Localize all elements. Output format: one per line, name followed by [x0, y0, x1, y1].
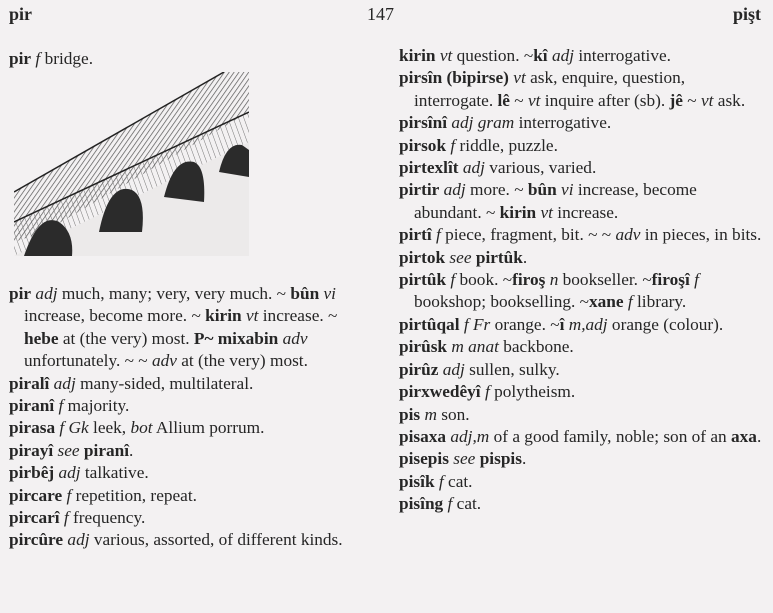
grammar-label: adj	[551, 46, 575, 65]
headword: P~ mixabin	[193, 328, 279, 348]
dictionary-entry	[399, 471, 765, 493]
headword: pisaxa	[399, 426, 447, 446]
dictionary-entry	[9, 485, 376, 507]
headword: pirsok	[399, 135, 447, 155]
entry-text: of a good family, noble; son of an	[489, 426, 732, 446]
dictionary-entry	[399, 336, 765, 358]
entry-text: ~	[682, 90, 701, 110]
entry-text: various, assorted, of different kinds.	[89, 530, 343, 550]
dictionary-entry	[399, 269, 765, 314]
grammar-label: vi	[323, 284, 336, 303]
dictionary-entry	[399, 314, 765, 336]
grammar-label: adj,m	[450, 426, 490, 446]
headword: pirsînî	[399, 113, 448, 133]
headword: pircûre	[9, 530, 64, 550]
grammar-label: adj	[35, 284, 58, 303]
headword: pirtûk	[399, 270, 447, 290]
grammar-label: vi	[561, 180, 574, 200]
entry-text: library.	[632, 292, 687, 312]
grammar-label: f	[627, 292, 633, 312]
headword: hebe	[24, 328, 59, 348]
headword: pirayî	[9, 440, 54, 460]
grammar-label: adj	[58, 463, 81, 483]
dictionary-entry	[399, 247, 765, 269]
grammar-label: vt	[540, 202, 553, 222]
entry-text: increase. ~	[258, 306, 338, 326]
entry-text: .	[521, 449, 527, 469]
bridge-illustration	[14, 72, 249, 256]
headword: piranî	[9, 396, 55, 416]
headword: bûn	[290, 284, 320, 303]
dictionary-entry	[399, 493, 765, 515]
grammar-label: f	[58, 396, 64, 416]
entry-text: riddle, puzzle.	[455, 135, 558, 155]
right-column	[399, 45, 765, 516]
headword: pirxwedêyî	[399, 382, 481, 402]
headword: pirûsk	[399, 337, 448, 357]
entry-text: cat.	[443, 471, 473, 491]
grammar-label: see	[453, 449, 476, 469]
entry-text: .	[756, 426, 762, 446]
grammar-label: n	[549, 270, 559, 290]
headword: pirtî	[399, 225, 432, 245]
dictionary-entry	[9, 395, 376, 417]
headword: piralî	[9, 373, 50, 393]
entry-text: more. ~	[465, 180, 528, 200]
headword: piranî	[83, 440, 130, 460]
headword: kirin	[499, 202, 537, 222]
headword: pisepis	[399, 449, 449, 469]
entry-text: interrogative.	[514, 113, 612, 133]
dictionary-entry	[399, 135, 765, 157]
entry-text: leek,	[88, 418, 131, 438]
grammar-label: vt	[527, 90, 541, 110]
dictionary-entry	[399, 381, 765, 403]
grammar-label: adj	[443, 180, 466, 200]
entry-text: .	[522, 247, 528, 267]
grammar-label: adj	[442, 359, 465, 379]
entry-text: orange. ~	[490, 314, 560, 334]
grammar-label: adv	[282, 328, 308, 348]
dictionary-entry	[399, 404, 765, 426]
headword: pir	[9, 284, 32, 303]
grammar-label: adj	[53, 373, 76, 393]
headword: pirtûqal	[399, 314, 460, 334]
dictionary-entry	[9, 462, 376, 484]
grammar-label: vt	[700, 90, 714, 110]
entry-text: frequency.	[68, 508, 146, 528]
entry-text: question. ~	[452, 46, 534, 65]
entry-text: ask.	[713, 90, 746, 110]
entry-text: many-sided, multilateral.	[75, 373, 254, 393]
grammar-label: vt	[439, 46, 453, 65]
headword: pirtexlît	[399, 158, 459, 178]
entry-text: unfortunately. ~ ~	[24, 351, 152, 371]
grammar-label: m	[424, 404, 437, 424]
entry-text: interrogative.	[574, 46, 671, 65]
running-head-left: pir	[9, 4, 33, 24]
grammar-label: adj	[67, 530, 90, 550]
top-entry	[9, 48, 376, 70]
dictionary-entry	[9, 283, 376, 373]
dictionary-entry	[399, 179, 765, 224]
dictionary-entry	[399, 157, 765, 179]
dictionary-entry	[9, 440, 376, 462]
grammar-label: adj gram	[451, 113, 515, 133]
dictionary-entry	[9, 373, 376, 395]
headword: pispis	[479, 449, 522, 469]
headword: lê	[497, 90, 510, 110]
entry-text: piece, fragment, bit. ~ ~	[440, 225, 616, 245]
entry-text: majority.	[63, 396, 130, 416]
grammar-label: adv	[615, 225, 641, 245]
grammar-label: f	[447, 494, 453, 514]
grammar-label: f Gk	[59, 418, 89, 438]
grammar-label: adj	[462, 158, 485, 178]
entry-text: increase, become abundant. ~	[414, 180, 697, 222]
headword: pirtok	[399, 247, 446, 267]
grammar-label: bot	[130, 418, 153, 438]
entry-text: increase, become more. ~	[24, 306, 206, 326]
headword: pirsîn (bipirse)	[399, 68, 509, 88]
entry-text: ~	[509, 90, 528, 110]
entry-text: orange (colour).	[607, 314, 724, 334]
grammar-label: f	[484, 382, 490, 402]
running-head-right: pişt	[732, 4, 761, 24]
headword: pisîng	[399, 494, 444, 514]
entry-text: sullen, sulky.	[464, 359, 560, 379]
entry-text: bookshop; bookselling. ~	[414, 292, 589, 312]
headword: pir	[9, 49, 32, 68]
headword: bûn	[527, 180, 557, 200]
dictionary-entry	[399, 359, 765, 381]
entry-text: much, many; very, very much. ~	[57, 284, 291, 303]
dictionary-entry	[399, 45, 765, 67]
grammar-label: f	[435, 225, 441, 245]
dictionary-entry	[9, 507, 376, 529]
entry-text: increase.	[552, 202, 619, 222]
headword: kî	[533, 46, 548, 65]
entry-text: repetition, repeat.	[71, 485, 197, 505]
headword: axa	[731, 426, 757, 446]
grammar-label: f	[66, 485, 72, 505]
entry-text: backbone.	[498, 337, 574, 357]
headword: pirbêj	[9, 463, 55, 483]
grammar-label: vt	[513, 68, 526, 88]
headword: pircare	[9, 485, 63, 505]
headword: pircarî	[9, 508, 60, 528]
headword: firoşî	[651, 270, 690, 290]
entry-text: at (the very) most.	[176, 351, 308, 371]
dictionary-entry	[399, 67, 765, 112]
entry-text: son.	[436, 404, 470, 424]
entry-text: .	[129, 440, 134, 460]
grammar-label: f Fr	[463, 314, 491, 334]
headword: xane	[588, 292, 624, 312]
grammar-label: f	[35, 49, 41, 68]
headword: firoş	[512, 270, 546, 290]
headword: pirtir	[399, 180, 440, 200]
left-column	[9, 283, 376, 552]
grammar-label: f	[63, 508, 69, 528]
headword: pisîk	[399, 471, 435, 491]
headword: î	[559, 314, 565, 334]
grammar-label: f	[450, 135, 456, 155]
entry-text: various, varied.	[484, 158, 597, 178]
grammar-label: f	[438, 471, 444, 491]
grammar-label: see	[449, 247, 472, 267]
dictionary-entry	[399, 448, 765, 470]
dictionary-entry	[399, 112, 765, 134]
entry-text: in pieces, in bits.	[640, 225, 762, 245]
grammar-label: see	[57, 440, 80, 460]
grammar-label: m anat	[451, 337, 499, 357]
entry-text: bookseller. ~	[558, 270, 652, 290]
entry-text: talkative.	[80, 463, 149, 483]
dictionary-entry	[399, 224, 765, 246]
grammar-label: adv	[151, 351, 177, 371]
dictionary-entry	[9, 529, 376, 551]
grammar-label: m,adj	[568, 314, 608, 334]
grammar-label: f	[450, 270, 456, 290]
headword: pirtûk	[475, 247, 523, 267]
grammar-label: vt	[245, 306, 259, 326]
page-number: 147	[367, 4, 394, 24]
definition: bridge.	[44, 49, 94, 68]
entry-text: cat.	[452, 494, 482, 514]
dictionary-entry	[9, 417, 376, 439]
headword: jê	[669, 90, 683, 110]
headword: kirin	[205, 306, 242, 326]
headword: kirin	[399, 46, 436, 65]
entry-text: ask, enquire, question, interrogate.	[414, 68, 686, 110]
entry-text: inquire after (sb).	[540, 90, 670, 110]
headword: pirûz	[399, 359, 439, 379]
entry-text: at (the very) most.	[58, 328, 194, 348]
entry-text: polytheism.	[489, 382, 576, 402]
headword: pis	[399, 404, 421, 424]
entry-text: book. ~	[455, 270, 513, 290]
entry-text: Allium porrum.	[152, 418, 265, 438]
headword: pirasa	[9, 418, 56, 438]
grammar-label: f	[694, 270, 699, 290]
dictionary-entry	[399, 426, 765, 448]
